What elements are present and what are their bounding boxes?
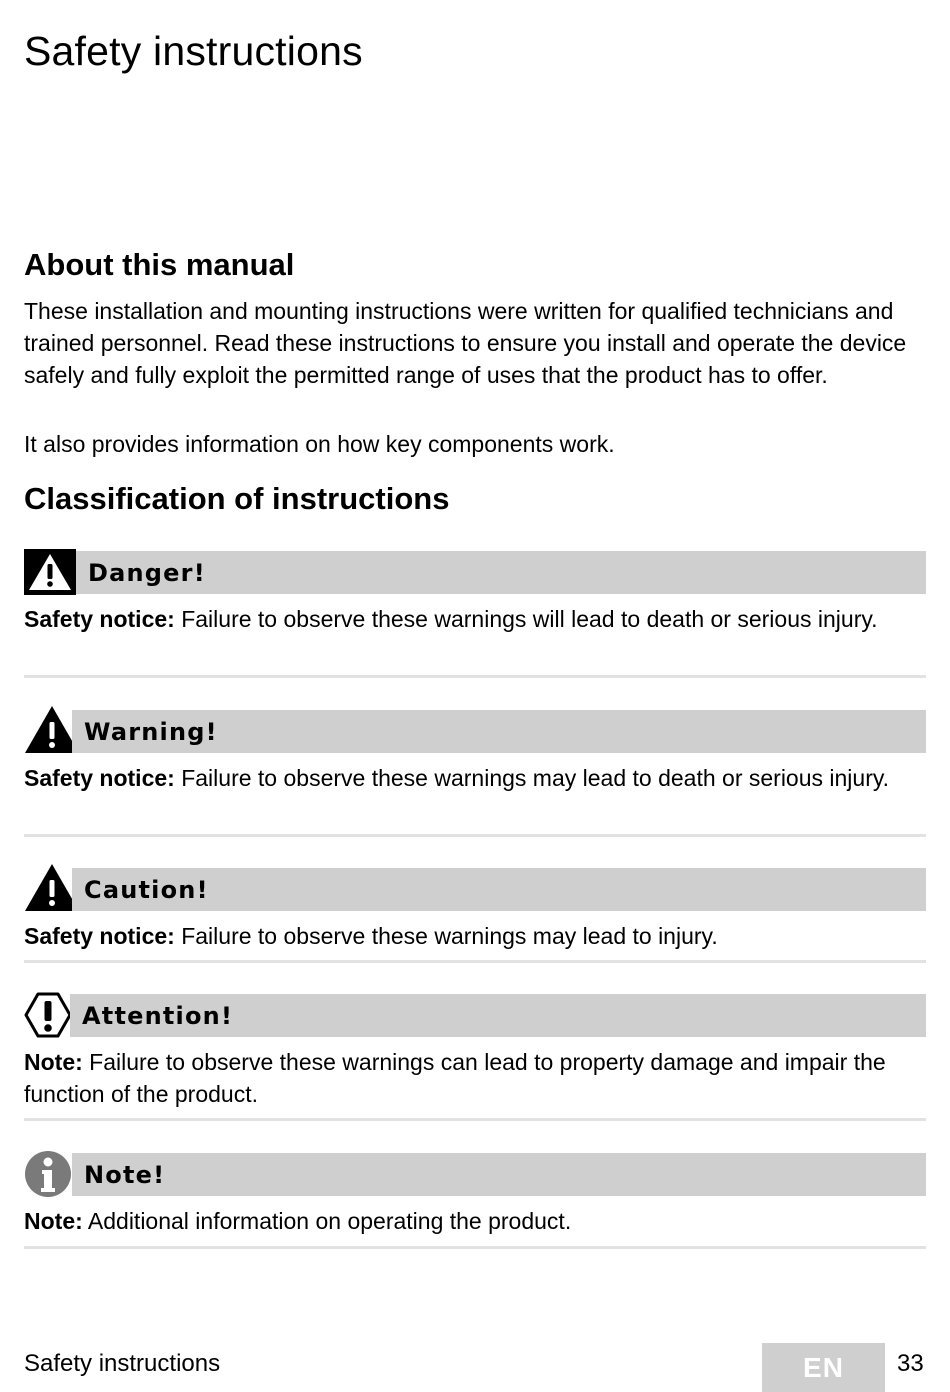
language-badge: EN xyxy=(762,1343,885,1392)
notice-warning-text xyxy=(24,762,926,794)
notice-note-bar xyxy=(72,1153,926,1196)
notice-caution-body: Failure to observe these warnings may lead to injury. xyxy=(174,923,718,949)
notice-danger-body: Failure to observe these warnings will lead to death or serious injury. xyxy=(174,606,878,632)
notice-divider xyxy=(24,675,926,678)
notice-attention-prefix: Note: xyxy=(24,1049,83,1075)
about-heading: About this manual xyxy=(24,247,295,282)
notice-attention-body: Failure to observe these warnings can lead to property damage and impair the function of the product. xyxy=(24,1049,886,1107)
notice-caution-prefix: Safety notice: xyxy=(24,923,175,949)
notice-attention-bar xyxy=(70,994,926,1037)
notice-divider xyxy=(24,1118,926,1121)
danger-icon xyxy=(24,549,76,595)
notice-danger-text xyxy=(24,603,926,635)
notice-note-text xyxy=(24,1205,926,1237)
notice-caution-label: Caution! xyxy=(84,875,209,904)
notice-divider xyxy=(24,960,926,963)
about-paragraph: These installation and mounting instructions were written for qualified technicians and trained personnel. Read these instructions to ensure you install and operate the device safely and fully exploit the permitted range of uses that the product has to offer. xyxy=(24,298,907,388)
classification-heading: Classification of instructions xyxy=(24,481,450,516)
info-icon xyxy=(24,1150,72,1198)
notice-danger-label: Danger! xyxy=(88,558,206,587)
notice-note-body: Additional information on operating the product. xyxy=(82,1208,572,1234)
notice-note-prefix: Note: xyxy=(24,1208,83,1234)
notice-attention-label: Attention! xyxy=(82,1001,234,1030)
notice-warning-label: Warning! xyxy=(84,717,218,746)
about-paragraph-components: It also provides information on how key components work. xyxy=(24,431,615,457)
notice-warning-bar xyxy=(72,710,926,753)
notice-attention-text xyxy=(24,1046,926,1110)
footer-section-title: Safety instructions xyxy=(24,1350,221,1377)
notice-warning-body: Failure to observe these warnings may lead to death or serious injury. xyxy=(174,765,890,791)
notice-note-label: Note! xyxy=(84,1160,166,1189)
notice-divider xyxy=(24,834,926,837)
notice-caution-text xyxy=(24,920,926,952)
notice-danger-bar xyxy=(76,551,926,594)
notice-danger-prefix: Safety notice: xyxy=(24,606,175,632)
page-title: Safety instructions xyxy=(24,28,363,74)
page-number: 33 xyxy=(897,1350,924,1377)
notice-caution-bar xyxy=(72,868,926,911)
notice-warning-prefix: Safety notice: xyxy=(24,765,175,791)
notice-divider xyxy=(24,1246,926,1249)
attention-icon xyxy=(24,992,72,1038)
